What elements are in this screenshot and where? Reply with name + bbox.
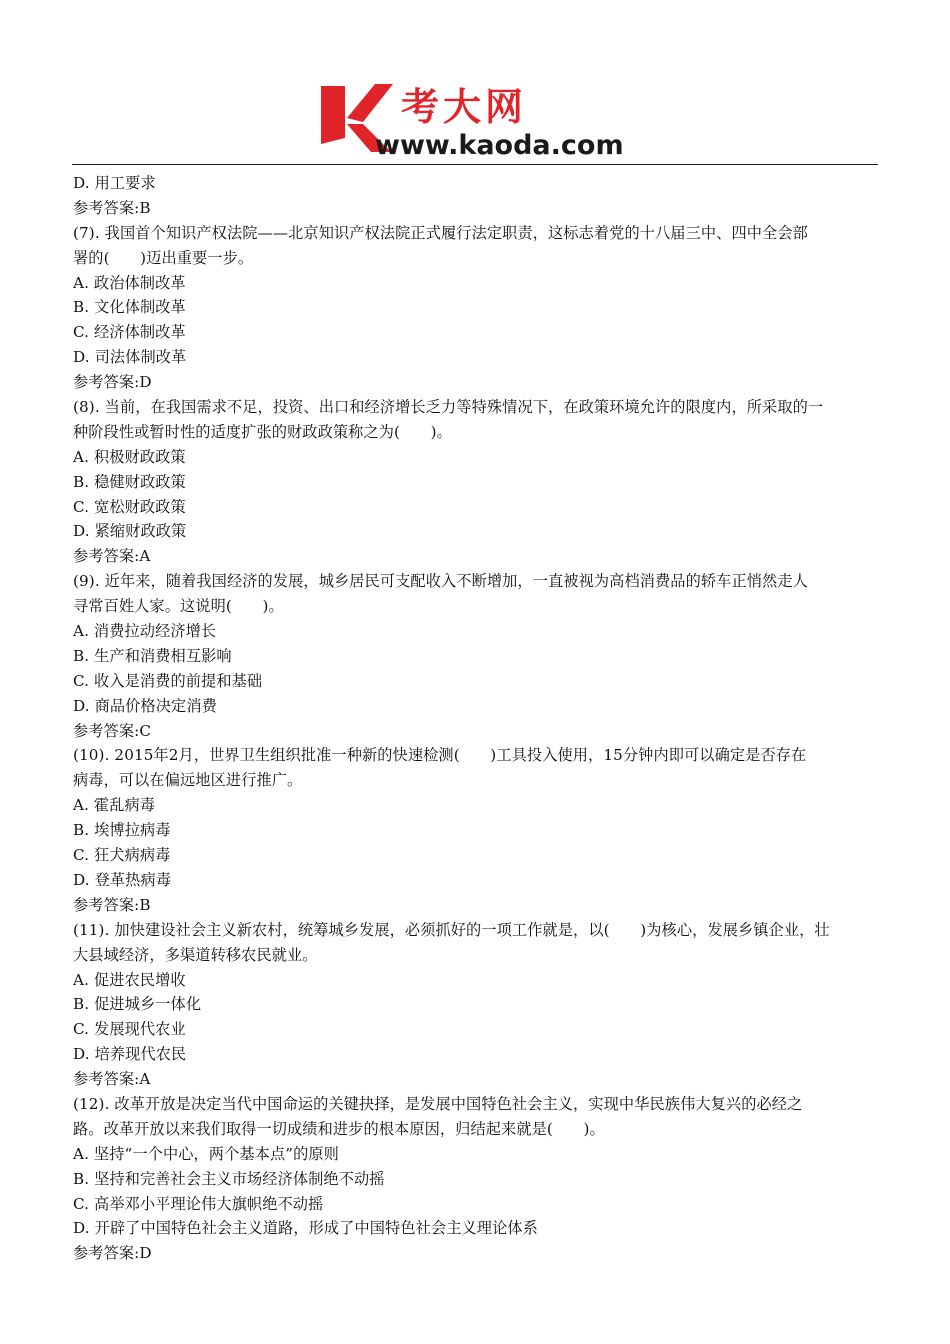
answer-line: 参考答案:D: [73, 1244, 152, 1263]
option-line: A. 政治体制改革: [73, 273, 186, 292]
option-line: D. 开辟了中国特色社会主义道路，形成了中国特色社会主义理论体系: [73, 1219, 538, 1238]
option-line: D. 用工要求: [73, 174, 156, 192]
option-line: C. 发展现代农业: [73, 1020, 186, 1039]
answer-line: 参考答案:C: [73, 721, 152, 740]
option-line: A. 促进农民增收: [73, 970, 186, 989]
header-divider: [72, 164, 878, 165]
text-line: 种阶段性或暂时性的适度扩张的财政政策称之为( )。: [73, 422, 452, 441]
option-line: B. 生产和消费相互影响: [73, 646, 232, 665]
text-line: 署的( )迈出重要一步。: [73, 248, 254, 267]
text-line: 大县域经济，多渠道转移农民就业。: [73, 945, 318, 964]
option-line: C. 经济体制改革: [73, 323, 186, 342]
option-line: A. 积极财政政策: [73, 447, 186, 466]
option-line: C. 狂犬病病毒: [73, 846, 171, 865]
answer-line: 参考答案:A: [73, 547, 151, 566]
option-line: B. 稳健财政政策: [73, 472, 186, 491]
option-line: B. 文化体制改革: [73, 298, 186, 317]
answer-line: 参考答案:A: [73, 1070, 151, 1089]
option-line: B. 促进城乡一体化: [73, 995, 202, 1014]
option-line: D. 登革热病毒: [73, 870, 172, 889]
option-line: C. 高举邓小平理论伟大旗帜绝不动摇: [73, 1194, 324, 1213]
question-line: (9). 近年来，随着我国经济的发展，城乡居民可支配收入不断增加，一直被视为高档消费品的轿车正悄然走人: [73, 572, 808, 591]
option-line: C. 宽松财政政策: [73, 497, 186, 516]
option-line: D. 培养现代农民: [73, 1045, 187, 1064]
logo-brand-url: www.kaoda.com: [375, 130, 624, 160]
option-line: A. 坚持“一个中心，两个基本点”的原则: [73, 1144, 339, 1163]
option-line: B. 坚持和完善社会主义市场经济体制绝不动摇: [73, 1169, 385, 1188]
answer-line: 参考答案:B: [73, 895, 151, 914]
kaoda-logo: [317, 78, 647, 160]
option-line: D. 商品价格决定消费: [73, 696, 217, 715]
question-line: (8). 当前，在我国需求不足，投资、出口和经济增长乏力等特殊情况下，在政策环境允许的限度内，所采取的一: [73, 398, 824, 417]
answer-line: 参考答案:D: [73, 373, 152, 392]
option-line: A. 消费拉动经济增长: [73, 622, 217, 641]
option-line: D. 司法体制改革: [73, 348, 187, 367]
question-line: (12). 改革开放是决定当代中国命运的关键抉择，是发展中国特色社会主义，实现中华民族伟大复兴的必经之: [73, 1094, 803, 1113]
text-line: 病毒，可以在偏远地区进行推广。: [73, 771, 303, 790]
option-line: D. 紧缩财政政策: [73, 522, 187, 541]
text-line: 路。改革开放以来我们取得一切成绩和进步的根本原因，归结起来就是( )。: [73, 1119, 605, 1138]
option-line: A. 霍乱病毒: [73, 796, 156, 815]
question-line: (10). 2015年2月，世界卫生组织批准一种新的快速检测( )工具投入使用，15分钟内即可以确定是否存在: [73, 746, 807, 765]
question-line: (7). 我国首个知识产权法院——北京知识产权法院正式履行法定职责，这标志着党的十八届三中、四中全会部: [73, 223, 808, 242]
text-line: 寻常百姓人家。这说明( )。: [73, 597, 284, 616]
answer-line: 参考答案:B: [73, 198, 151, 217]
option-line: B. 埃博拉病毒: [73, 821, 171, 840]
question-content: [73, 171, 879, 1266]
logo-brand-cn: 考大网: [401, 85, 528, 129]
option-line: C. 收入是消费的前提和基础: [73, 671, 263, 690]
question-line: (11). 加快建设社会主义新农村，统筹城乡发展，必须抓好的一项工作就是，以( )为核心，发展乡镇企业，壮: [73, 920, 830, 939]
